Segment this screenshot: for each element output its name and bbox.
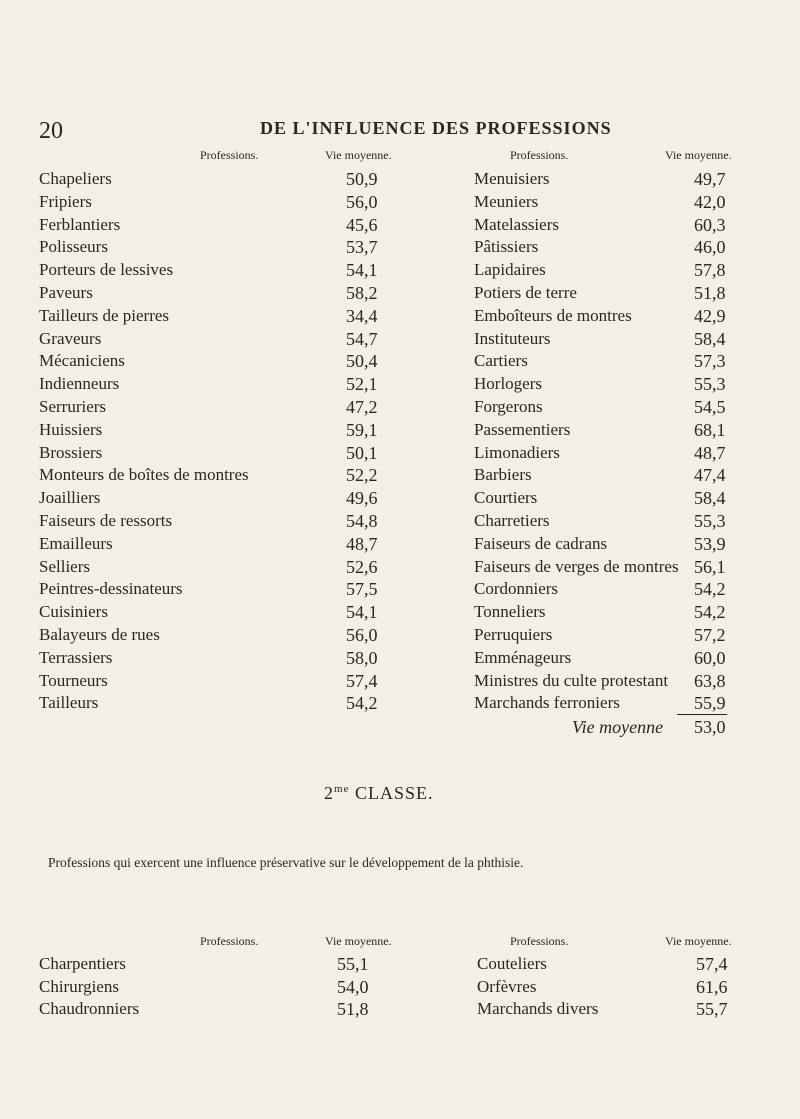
- life-expectancy-value: 60,3: [694, 214, 726, 235]
- life-expectancy-value: 56,0: [346, 191, 378, 212]
- life-expectancy-value: 55,1: [337, 954, 369, 974]
- life-expectancy-value: 57,3: [694, 351, 726, 372]
- life-expectancy-value: 54,2: [694, 579, 726, 600]
- column-header-professions-left: Professions.: [200, 148, 259, 162]
- life-expectancy-value: 68,1: [694, 419, 726, 440]
- profession-name: Fripiers: [39, 191, 92, 211]
- profession-name: Indienneurs: [39, 374, 120, 394]
- profession-name: Horlogers: [474, 374, 542, 394]
- life-expectancy-value: 55,3: [694, 511, 726, 531]
- profession-name: Meuniers: [474, 191, 539, 211]
- life-expectancy-value: 49,7: [694, 169, 726, 189]
- profession-name: Terrassiers: [39, 647, 113, 667]
- column-header-life-right: Vie moyenne.: [665, 148, 732, 162]
- profession-name: Instituteurs: [474, 328, 551, 348]
- profession-name: Ferblantiers: [39, 214, 121, 234]
- life-expectancy-value: 45,6: [346, 214, 378, 235]
- life-expectancy-value: 59,1: [346, 419, 378, 440]
- profession-name: Courtiers: [474, 488, 538, 508]
- life-expectancy-value: 60,0: [694, 647, 726, 668]
- life-expectancy-value: 42,0: [694, 191, 726, 212]
- life-expectancy-value: 55,9: [694, 693, 726, 714]
- life-expectancy-value: 57,4: [696, 954, 728, 974]
- life-expectancy-value: 34,4: [346, 305, 378, 326]
- profession-name: Monteurs de boîtes de montres: [39, 465, 249, 485]
- life-expectancy-value: 58,4: [694, 328, 726, 349]
- profession-name: Paveurs: [39, 283, 93, 302]
- life-expectancy-value: 51,8: [694, 283, 726, 303]
- profession-name: Serruriers: [39, 397, 107, 416]
- running-head: DE L'INFLUENCE DES PROFESSIONS: [260, 118, 612, 138]
- profession-name: Polisseurs: [39, 237, 108, 257]
- profession-name: Marchands ferroniers: [474, 693, 620, 713]
- class-number-suffix: me: [334, 783, 350, 795]
- life-expectancy-value: 50,1: [346, 442, 378, 463]
- profession-name: Cartiers: [474, 351, 528, 371]
- life-expectancy-value: 54,0: [337, 976, 369, 997]
- profession-name: Chirurgiens: [39, 976, 119, 996]
- life-expectancy-value: 49,6: [346, 488, 378, 509]
- life-expectancy-value: 57,5: [346, 579, 378, 600]
- life-expectancy-value: 57,4: [346, 670, 378, 691]
- column-header-professions-left-2: Professions.: [200, 934, 259, 948]
- life-expectancy-value: 52,2: [346, 465, 378, 486]
- profession-name: Emménageurs: [474, 647, 572, 667]
- profession-name: Lapidaires: [474, 260, 546, 280]
- life-expectancy-value: 50,4: [346, 351, 378, 372]
- profession-name: Huissiers: [39, 419, 103, 439]
- life-expectancy-value: 48,7: [694, 442, 726, 463]
- column-header-life-left: Vie moyenne.: [325, 148, 392, 162]
- profession-name: Faiseurs de ressorts: [39, 511, 173, 530]
- sum-rule: [677, 714, 727, 715]
- profession-name: Faiseurs de verges de montres: [474, 556, 679, 576]
- profession-name: Passementiers: [474, 419, 571, 439]
- profession-name: Forgerons: [474, 397, 543, 416]
- life-expectancy-value: 54,2: [346, 693, 378, 714]
- profession-name: Perruquiers: [474, 625, 553, 644]
- life-expectancy-value: 57,2: [694, 625, 726, 645]
- column-header-professions-right: Professions.: [510, 148, 569, 162]
- profession-name: Barbiers: [474, 465, 532, 485]
- profession-name: Tailleurs: [39, 693, 99, 713]
- profession-name: Matelassiers: [474, 214, 559, 234]
- profession-name: Balayeurs de rues: [39, 625, 160, 644]
- life-expectancy-value: 42,9: [694, 305, 726, 326]
- class-number: 2: [324, 783, 334, 803]
- profession-name: Charpentiers: [39, 954, 126, 973]
- life-expectancy-value: 47,4: [694, 465, 726, 486]
- life-expectancy-value: 46,0: [694, 237, 726, 258]
- profession-name: Graveurs: [39, 328, 102, 348]
- life-expectancy-value: 55,3: [694, 374, 726, 395]
- profession-name: Potiers de terre: [474, 283, 577, 302]
- profession-name: Menuisiers: [474, 169, 550, 188]
- life-expectancy-value: 54,5: [694, 397, 726, 417]
- class-2-description: Professions qui exercent une influence préservative sur le développement de la phthisie.: [48, 855, 524, 870]
- life-expectancy-value: 54,1: [346, 602, 378, 623]
- profession-name: Emboîteurs de montres: [474, 305, 632, 325]
- profession-name: Tourneurs: [39, 670, 108, 690]
- life-expectancy-value: 54,8: [346, 511, 378, 531]
- life-expectancy-value: 57,8: [694, 260, 726, 281]
- profession-name: Tailleurs de pierres: [39, 305, 170, 325]
- life-expectancy-value: 53,7: [346, 237, 378, 258]
- profession-name: Mécaniciens: [39, 351, 125, 371]
- profession-name: Faiseurs de cadrans: [474, 533, 608, 553]
- column-header-life-left-2: Vie moyenne.: [325, 934, 392, 948]
- life-expectancy-value: 52,1: [346, 374, 378, 395]
- profession-name: Charretiers: [474, 511, 550, 530]
- profession-name: Joailliers: [39, 488, 101, 508]
- average-value: 53,0: [694, 717, 726, 737]
- profession-name: Emailleurs: [39, 533, 113, 553]
- profession-name: Cordonniers: [474, 579, 559, 599]
- life-expectancy-value: 63,8: [694, 670, 726, 691]
- profession-name: Chaudronniers: [39, 999, 140, 1018]
- life-expectancy-value: 53,9: [694, 533, 726, 554]
- life-expectancy-value: 50,9: [346, 169, 378, 189]
- life-expectancy-value: 54,2: [694, 602, 726, 623]
- profession-name: Selliers: [39, 556, 90, 576]
- profession-name: Marchands divers: [477, 999, 599, 1018]
- profession-name: Pâtissiers: [474, 237, 539, 257]
- life-expectancy-value: 48,7: [346, 533, 378, 554]
- life-expectancy-value: 47,2: [346, 397, 378, 417]
- section-heading-class-2: [324, 783, 433, 804]
- profession-name: Brossiers: [39, 442, 103, 462]
- column-header-professions-right-2: Professions.: [510, 934, 569, 948]
- column-header-life-right-2: Vie moyenne.: [665, 934, 732, 948]
- profession-name: Couteliers: [477, 954, 547, 973]
- life-expectancy-value: 58,0: [346, 647, 378, 668]
- life-expectancy-value: 51,8: [337, 999, 369, 1019]
- life-expectancy-value: 52,6: [346, 556, 378, 577]
- life-expectancy-value: 56,0: [346, 625, 378, 645]
- life-expectancy-value: 56,1: [694, 556, 726, 577]
- profession-name: Limonadiers: [474, 442, 560, 462]
- life-expectancy-value: 58,4: [694, 488, 726, 509]
- profession-name: Chapeliers: [39, 169, 112, 188]
- profession-name: Peintres-dessinateurs: [39, 579, 183, 599]
- page-number: 20: [39, 118, 63, 144]
- average-label: Vie moyenne: [572, 717, 664, 737]
- life-expectancy-value: 54,7: [346, 328, 378, 349]
- life-expectancy-value: 61,6: [696, 976, 728, 997]
- class-title: CLASSE.: [354, 783, 434, 803]
- profession-name: Tonneliers: [474, 602, 546, 622]
- profession-name: Ministres du culte protestant: [474, 670, 669, 690]
- life-expectancy-value: 54,1: [346, 260, 378, 281]
- life-expectancy-value: 58,2: [346, 283, 378, 303]
- profession-name: Porteurs de lessives: [39, 260, 174, 280]
- profession-name: Cuisiniers: [39, 602, 108, 622]
- life-expectancy-value: 55,7: [696, 999, 728, 1019]
- profession-name: Orfèvres: [477, 976, 537, 996]
